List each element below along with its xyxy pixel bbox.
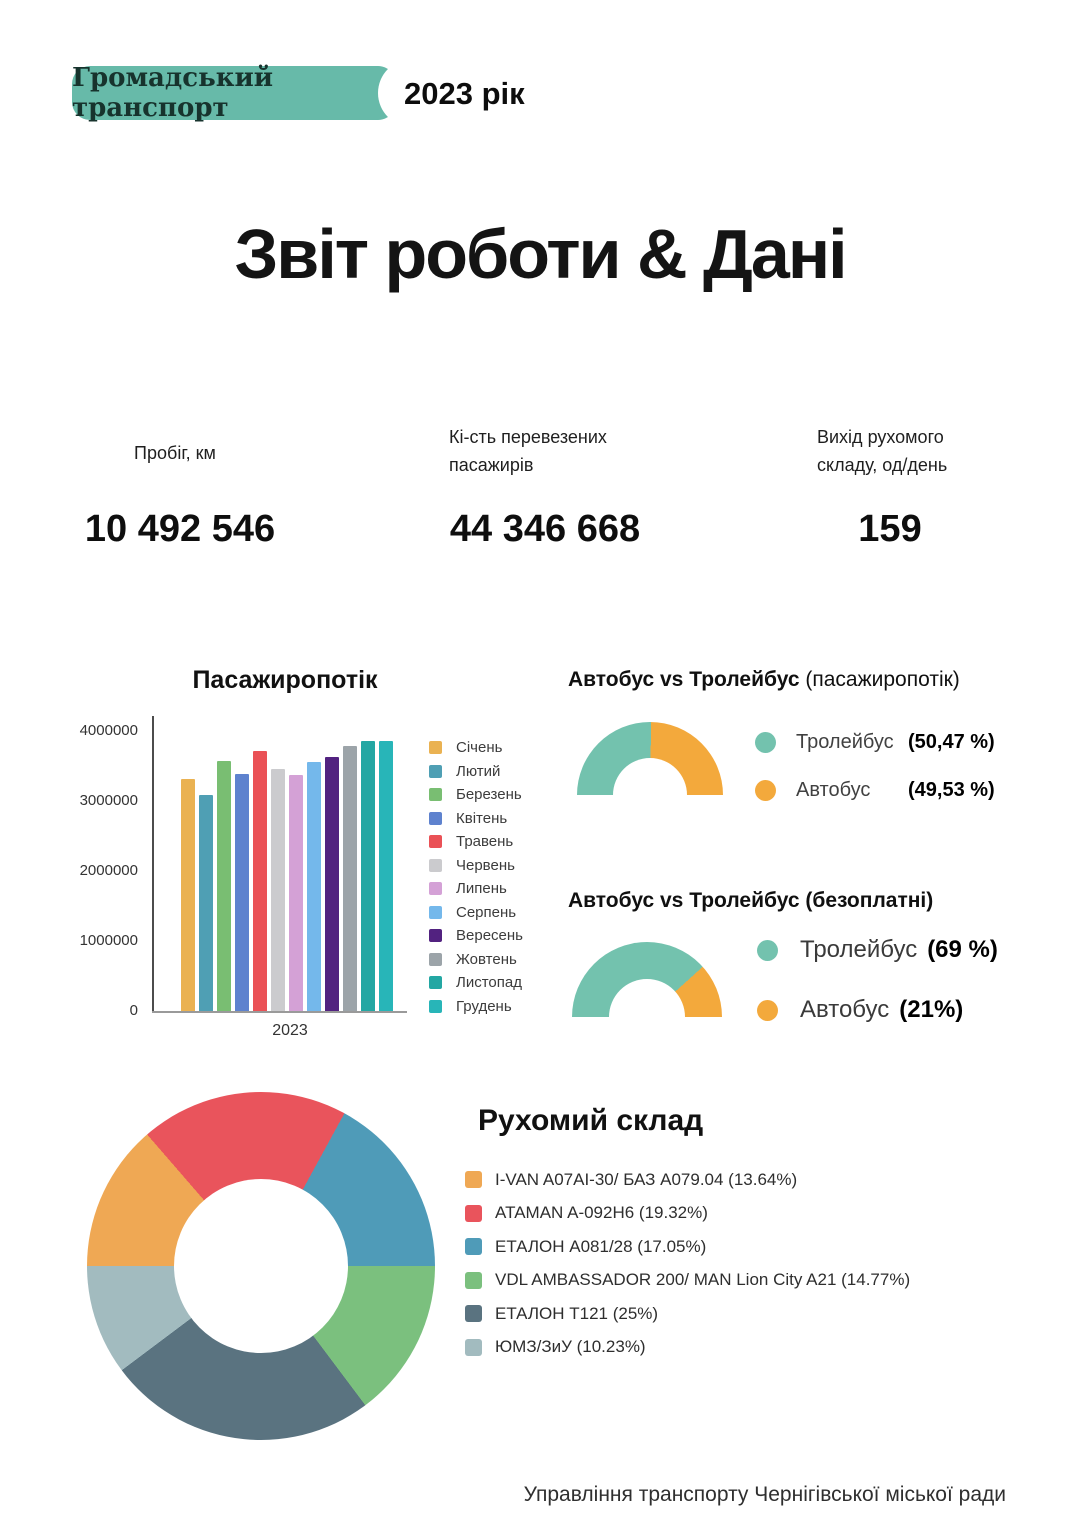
legend-label: Квітень [456,809,508,827]
legend-label: Вересень [456,927,523,944]
legend-label: Грудень [456,997,512,1015]
legend-pct: (69 %) [927,936,998,963]
legend-swatch-icon [429,835,442,848]
legend-item-Грудень [429,997,523,1015]
badge-label: Громадський транспорт [72,63,274,123]
legend-label: ATAMAN A-092H6 (19.32%) [495,1203,708,1222]
legend-label: Травень [456,833,514,850]
bar-Січень [181,779,195,1011]
gauge2-legend-bus [757,996,963,1024]
legend-item-Жовтень [429,950,523,968]
footer-organization: Управління транспорту Чернігівської міської ради [523,1483,1006,1506]
legend-label: Листопад [456,974,522,991]
legend-label: Червень [456,856,515,874]
stat-fleet-output-label: Вихід рухомого складу, од/день [817,427,948,475]
legend-swatch-icon [465,1238,482,1255]
legend-label: Серпень [456,903,517,921]
legend-label: ЕТАЛОН Т121 (25%) [495,1303,659,1323]
gauge1-title-rest: (пасажиропотік) [799,668,960,691]
legend-item-Листопад [429,976,523,989]
fleet-legend-item-4 [465,1305,910,1322]
page-title: Звіт роботи & Дані [234,215,846,293]
legend-swatch-icon [429,1000,442,1013]
gauge1-title-bold: Автобус vs Тролейбус [568,668,800,691]
legend-swatch-icon [429,976,442,989]
fleet-legend-item-5 [465,1339,910,1356]
legend-swatch-icon [429,812,442,825]
gauge2-title-bold: Автобус vs Тролейбус (безоплатні) [568,889,934,912]
year-label: 2023 рік [404,76,525,111]
bar-Лютий [199,795,213,1011]
legend-pct: (50,47 %) [908,731,995,753]
bar-Березень [217,761,231,1011]
y-tick-label: 0 [129,1002,138,1019]
legend-swatch-icon [465,1339,482,1356]
bar-chart-axis-line-horizontal [152,1011,407,1013]
bar-Жовтень [343,746,357,1011]
legend-item-Серпень [429,903,523,921]
bar-chart-x-label: 2023 [272,1022,308,1039]
bar-chart-legend [429,741,523,1013]
legend-label: Жовтень [456,950,517,968]
gauge1-legend-trolleybus [755,731,995,754]
fleet-legend-item-1 [465,1205,910,1222]
legend-swatch-icon [465,1272,482,1289]
legend-label: ЮМЗ/ЗиУ (10.23%) [495,1337,646,1356]
y-tick-label: 3000000 [79,792,138,809]
legend-pct: (49,53 %) [908,779,995,801]
legend-item-Березень [429,788,523,801]
y-tick-label: 4000000 [79,722,138,739]
stat-mileage-label: Пробіг, км [134,443,216,463]
stat-mileage-value: 10 492 546 [84,508,276,550]
legend-item-Квітень [429,809,523,827]
legend-label: VDL AMBASSADOR 200/ MAN Lion City A21 (14.77%) [495,1270,911,1289]
legend-swatch-icon [429,882,442,895]
trolleybus-dot-icon [757,940,778,961]
y-tick-label: 1000000 [79,932,138,949]
fleet-legend-item-2 [465,1238,910,1255]
legend-label: Березень [456,786,522,803]
legend-item-Лютий [429,762,523,780]
legend-swatch-icon [429,741,442,754]
legend-name: Тролейбус [800,936,918,963]
bar-chart-title: Пасажиропотік [192,666,378,694]
legend-swatch-icon [465,1205,482,1222]
legend-label: Липень [456,880,507,897]
gauge2-legend-trolleybus [757,936,998,964]
bar-Грудень [379,741,393,1011]
legend-item-Січень [429,741,523,754]
legend-label: I-VAN A07AI-30/ БАЗ А079.04 (13.64%) [495,1169,798,1189]
legend-swatch-icon [429,906,442,919]
bus-dot-icon [755,780,776,801]
legend-name: Тролейбус [796,731,894,753]
fleet-legend [465,1171,910,1356]
legend-label: Січень [456,739,503,756]
legend-label: ЕТАЛОН А081/28 (17.05%) [495,1236,707,1256]
bar-Серпень [307,762,321,1011]
bus-dot-icon [757,1000,778,1021]
bar-chart-axis-line-vertical [152,716,154,1012]
legend-swatch-icon [429,929,442,942]
legend-name: Автобус [800,996,890,1023]
bar-chart-bars [181,731,407,1011]
bar-Травень [253,751,267,1011]
trolleybus-dot-icon [755,732,776,753]
legend-swatch-icon [429,765,442,778]
bar-Квітень [235,774,249,1011]
legend-item-Травень [429,835,523,848]
bar-Вересень [325,757,339,1011]
legend-item-Червень [429,856,523,874]
fleet-donut-hole [174,1179,348,1353]
bar-Липень [289,775,303,1011]
gauge1-chart [577,722,723,795]
stat-passengers-value: 44 346 668 [449,508,641,550]
legend-swatch-icon [465,1305,482,1322]
legend-swatch-icon [429,953,442,966]
gauge2-title [568,889,933,913]
legend-swatch-icon [429,859,442,872]
fleet-legend-item-3 [465,1272,910,1289]
bar-Червень [271,769,285,1011]
stat-passengers-label: Кі-сть перевезених пасажирів [449,427,607,475]
legend-swatch-icon [465,1171,482,1188]
y-tick-label: 2000000 [79,862,138,879]
legend-pct: (21%) [899,996,964,1023]
header-badge [72,63,396,123]
gauge2-chart [572,942,722,1017]
fleet-legend-item-0 [465,1171,910,1188]
fleet-section-title: Рухомий склад [478,1104,704,1137]
legend-item-Вересень [429,929,523,942]
bar-Листопад [361,741,375,1011]
legend-label: Лютий [456,762,501,780]
gauge1-title [568,668,960,692]
stat-fleet-output-value: 159 [858,508,922,550]
gauge1-legend-bus [755,779,995,802]
legend-item-Липень [429,882,523,895]
legend-swatch-icon [429,788,442,801]
bar-chart-y-axis [38,722,138,1022]
legend-name: Автобус [796,779,871,801]
